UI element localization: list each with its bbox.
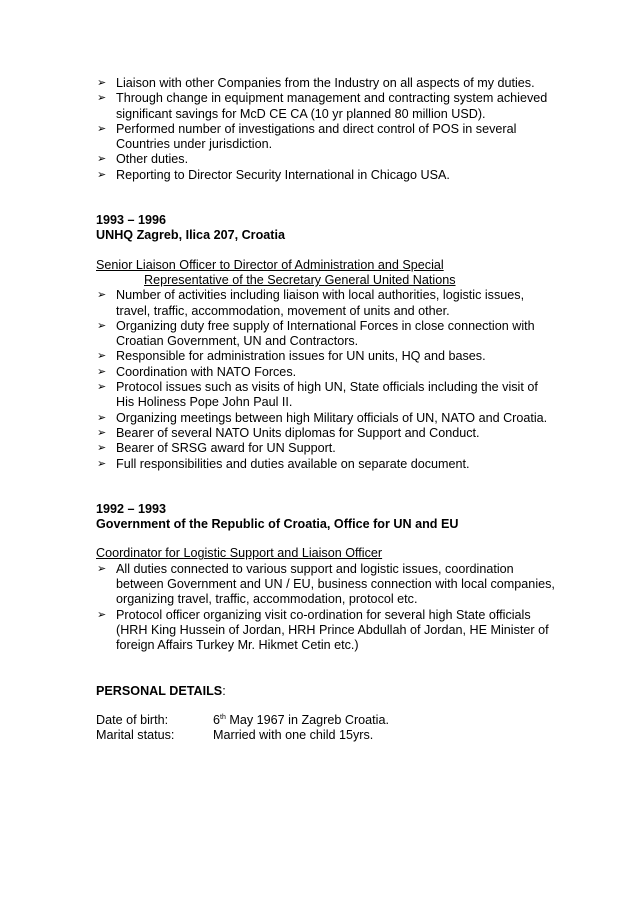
arrow-bullet-icon: ➢ <box>97 92 107 105</box>
arrow-bullet-icon: ➢ <box>97 77 107 89</box>
arrow-bullet-icon: ➢ <box>97 289 107 302</box>
list-item: ➢ Number of activities including liaison with local authorities, logistic issues, travel, traffic, accommodation, movement of units and other. <box>97 288 525 318</box>
personal-details-section <box>96 684 556 744</box>
arrow-bullet-icon: ➢ <box>97 608 107 621</box>
arrow-bullet-icon: ➢ <box>97 122 107 135</box>
list-item: ➢ Organizing duty free supply of International Forces in close connection with Croatian Government, UN and Contractors. <box>97 318 535 349</box>
arrow-bullet-icon: ➢ <box>97 457 107 470</box>
arrow-bullet-icon: ➢ <box>97 350 107 363</box>
list-item: ➢ Other duties. <box>97 152 189 167</box>
bullet-list-government <box>96 562 556 654</box>
job-section-unhq <box>96 213 556 472</box>
job-section-government <box>96 502 556 654</box>
marital-value: Married with one child 15yrs. <box>213 728 374 743</box>
list-item: ➢ Bearer of several NATO Units diplomas for Support and Conduct. <box>97 425 480 440</box>
dob-label: Date of birth: <box>96 712 169 727</box>
list-item: ➢ Full responsibilities and duties available on separate document. <box>97 456 470 471</box>
list-item: ➢ Organizing meetings between high Military officials of UN, NATO and Croatia. <box>97 410 548 425</box>
marital-label: Marital status: <box>96 728 175 743</box>
arrow-bullet-icon: ➢ <box>97 319 107 332</box>
job-organization: UNHQ Zagreb, Ilica 207, Croatia <box>96 228 285 243</box>
arrow-bullet-icon: ➢ <box>97 562 107 575</box>
list-item: ➢ All duties connected to various support and logistic issues, coordination between Government and UN / EU, business connection with local companies, organizing travel, traffic, accommodation, protocol etc. <box>97 561 555 607</box>
arrow-bullet-icon: ➢ <box>97 153 107 166</box>
list-item: ➢ Coordination with NATO Forces. <box>97 364 297 379</box>
bullet-list-previous-role <box>96 76 556 183</box>
job-role: Senior Liaison Officer to Director of Administration and Special Representative of the Secretary General United Nations <box>96 257 456 287</box>
list-item: ➢ Protocol issues such as visits of high UN, State officials including the visit of His Holiness Pope John Paul II. <box>97 380 538 410</box>
list-item: ➢ Bearer of SRSG award for UN Support. <box>97 441 336 456</box>
marital-status-row <box>96 728 556 743</box>
list-item: ➢ Responsible for administration issues for UN units, HQ and bases. <box>97 349 486 364</box>
arrow-bullet-icon: ➢ <box>97 365 107 378</box>
section-heading: PERSONAL DETAILS: <box>96 683 226 698</box>
arrow-bullet-icon: ➢ <box>97 381 107 394</box>
job-period: 1993 – 1996 <box>96 213 167 228</box>
arrow-bullet-icon: ➢ <box>97 411 107 424</box>
list-item: ➢ Protocol officer organizing visit co-ordination for several high State officials (HRH King Hussein of Jordan, HRH Prince Abdullah of Jordan, HE Minister of foreign Affairs Turkey Mr. Hikmet Cetin etc.) <box>97 607 549 653</box>
document-body <box>96 76 556 743</box>
job-organization: Government of the Republic of Croatia, Office for UN and EU <box>96 517 459 532</box>
arrow-bullet-icon: ➢ <box>97 426 107 439</box>
job-role: Coordinator for Logistic Support and Liaison Officer <box>96 546 383 561</box>
list-item: ➢ Through change in equipment management and contracting system achieved significant savings for McD CE CA (10 yr planned 80 million USD). <box>97 91 548 121</box>
dob-value: 6th May 1967 in Zagreb Croatia. <box>213 712 389 727</box>
arrow-bullet-icon: ➢ <box>97 442 107 455</box>
date-of-birth-row <box>96 713 556 728</box>
list-item: ➢ Liaison with other Companies from the Industry on all aspects of my duties. <box>97 76 535 90</box>
list-item: ➢ Performed number of investigations and direct control of POS in several Countries under jurisdiction. <box>97 121 517 152</box>
job-period: 1992 – 1993 <box>96 501 167 516</box>
list-item: ➢ Reporting to Director Security International in Chicago USA. <box>97 167 450 182</box>
arrow-bullet-icon: ➢ <box>97 168 107 181</box>
bullet-list-unhq <box>96 288 556 472</box>
